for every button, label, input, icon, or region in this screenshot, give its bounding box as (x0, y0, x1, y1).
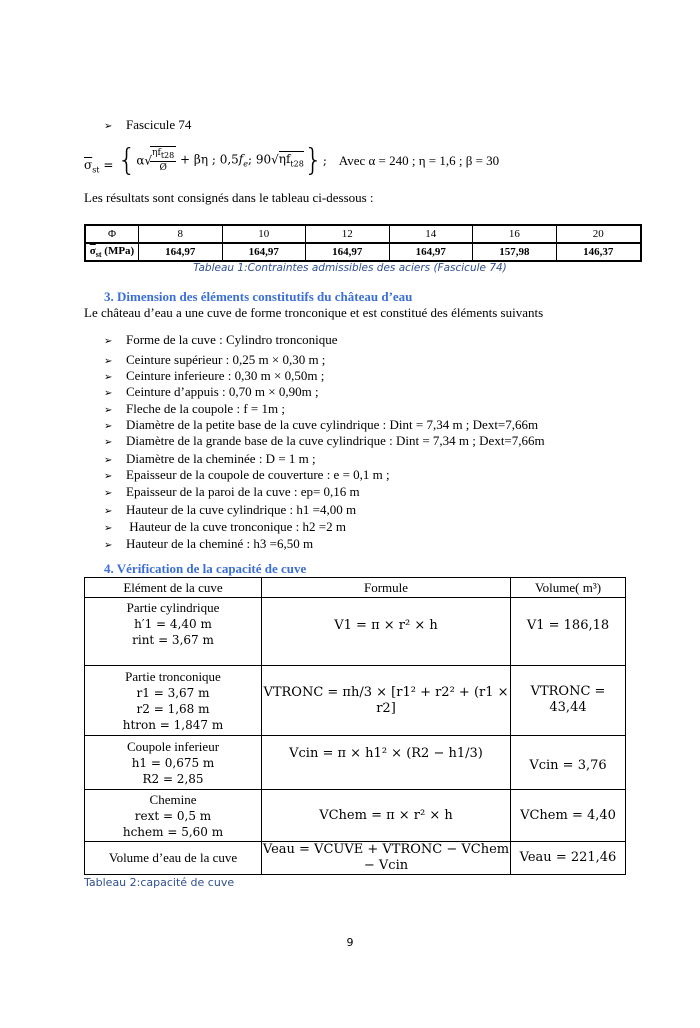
stress-row-label: $\overline{\sigma}_{st}$ (MPa) (85, 243, 139, 261)
stress-formula: $\overline{\sigma}_{st} = \{\alpha√$ $\frac{\eta f_{t28}}{Ø}$ + βη ; $0,5f_e$; $90√\eta f_{t28}$}; Avec α = 240 ; η = 1,6 ; β = 30 (84, 143, 500, 178)
table-cell: 146,37 (556, 243, 641, 261)
results-text: Les résultats sont consignés dans le tableau ci-dessous : (84, 190, 374, 205)
formula-cell: VTRONC = πh/3 × [r1² + r2² + (r1 × r2] (262, 666, 511, 736)
volume-cell: Veau = 221,46 (511, 842, 626, 875)
arrow-bullet-icon: ➢ (104, 356, 113, 367)
arrow-bullet-icon: ➢ (104, 405, 113, 416)
column-header: Volume( m³) (511, 578, 626, 598)
element-cell: Partie tronconique r1 = 3,67 m r2 = 1,68 m htron = 1,847 m (85, 666, 262, 736)
arrow-bullet-icon: ➢ (104, 523, 113, 534)
section3-intro: Le château d’eau a une cuve de forme tronconique et est constitué des éléments suivants (84, 305, 544, 320)
list-item: ➢ Diamètre de la grande base de la cuve cylindrique : Dint = 7,34 m ; Dext=7,66m (104, 433, 545, 451)
arrow-bullet-icon: ➢ (104, 506, 113, 517)
list-item: ➢ Ceinture d’appuis : 0,70 m × 0,90m ; (104, 384, 319, 402)
arrow-bullet-icon: ➢ (104, 455, 113, 466)
table-cell: 14 (389, 225, 473, 243)
table-cell: 10 (222, 225, 306, 243)
list-item: ➢ Ceinture inferieure : 0,30 m × 0,50m ; (104, 368, 324, 386)
table-row (85, 842, 626, 875)
arrow-bullet-icon: ➢ (104, 421, 113, 432)
list-item: ➢ Ceinture supérieur : 0,25 m × 0,30 m ; (104, 352, 325, 370)
element-cell: Volume d’eau de la cuve (85, 842, 262, 875)
formula-cell: Veau = VCUVE + VTRONC − VChem − Vcin (262, 842, 510, 873)
table-cell: 16 (473, 225, 557, 243)
element-cell: Coupole inferieur h1 = 0,675 m R2 = 2,85 (85, 736, 262, 790)
formula-cell: Vcin = π × h1² × (R2 − h1/3) (262, 736, 511, 790)
volume-cell: V1 = 186,18 (511, 598, 626, 666)
table-row (85, 666, 626, 736)
volume-cell: VChem = 4,40 (511, 790, 626, 842)
phi-header: Φ (85, 225, 139, 243)
table-cell: 157,98 (473, 243, 557, 261)
list-item: ➢ Epaisseur de la paroi de la cuve : ep= 0,16 m (104, 484, 360, 502)
table-cell: 164,97 (389, 243, 473, 261)
arrow-bullet-icon: ➢ (104, 437, 113, 448)
section3-heading: 3. Dimension des éléments constitutifs du château d’eau (104, 289, 413, 304)
table-header-row (85, 225, 641, 243)
table1-caption: Tableau 1:Contraintes admissibles des aciers (Fascicule 74) (193, 262, 507, 274)
table-row (85, 598, 626, 666)
formula-params: Avec α = 240 ; η = 1,6 ; β = 30 (338, 152, 500, 168)
element-cell: Partie cylindrique h′1 = 4,40 m rint = 3,67 m (85, 598, 262, 666)
volume-cell: VTRONC = 43,44 (511, 666, 626, 736)
arrow-bullet-icon: ➢ (104, 471, 113, 482)
table-cell: 164,97 (306, 243, 390, 261)
arrow-bullet-icon: ➢ (104, 336, 113, 347)
tank-capacity-table (84, 577, 626, 875)
steel-stress-table (84, 224, 642, 262)
list-item: ➢ Hauteur de la cuve tronconique : h2 =2 m (104, 519, 346, 537)
formula-cell: V1 = π × r² × h (262, 598, 511, 666)
arrow-bullet-icon: ➢ (104, 121, 113, 132)
element-cell: Chemine rext = 0,5 m hchem = 5,60 m (85, 790, 262, 842)
table-header-row (85, 578, 626, 598)
table-row (85, 736, 626, 790)
arrow-bullet-icon: ➢ (104, 540, 113, 551)
arrow-bullet-icon: ➢ (104, 488, 113, 499)
formula-cell: VChem = π × r² × h (262, 790, 511, 842)
list-item: ➢ Epaisseur de la coupole de couverture : e = 0,1 m ; (104, 467, 390, 485)
table-cell: 164,97 (139, 243, 223, 261)
list-item: ➢ Diamètre de la petite base de la cuve cylindrique : Dint = 7,34 m ; Dext=7,66m (104, 417, 538, 435)
arrow-bullet-icon: ➢ (104, 372, 113, 383)
table-row (85, 790, 626, 842)
page-number: 9 (346, 936, 354, 949)
arrow-bullet-icon: ➢ (104, 388, 113, 399)
section4-heading: 4. Vérification de la capacité de cuve (104, 561, 307, 576)
table-cell: 8 (139, 225, 223, 243)
list-item: ➢ Diamètre de la cheminée : D = 1 m ; (104, 451, 316, 469)
list-item: ➢ Hauteur de la cheminé : h3 =6,50 m (104, 536, 313, 554)
column-header: Formule (262, 578, 511, 598)
table-row (85, 243, 641, 261)
list-item: ➢ Hauteur de la cuve cylindrique : h1 =4,00 m (104, 502, 356, 520)
table-cell: 164,97 (222, 243, 306, 261)
fascicule-label: Fascicule 74 (126, 117, 192, 132)
volume-cell: Vcin = 3,76 (511, 736, 626, 790)
fascicule-bullet (104, 117, 191, 135)
column-header: Elément de la cuve (85, 578, 262, 598)
table2-caption: Tableau 2:capacité de cuve (84, 876, 235, 889)
table-cell: 20 (556, 225, 641, 243)
table-cell: 12 (306, 225, 390, 243)
list-item: ➢ Forme de la cuve : Cylindro tronconique (104, 332, 338, 350)
list-item: ➢ Fleche de la coupole : f = 1m ; (104, 401, 285, 419)
